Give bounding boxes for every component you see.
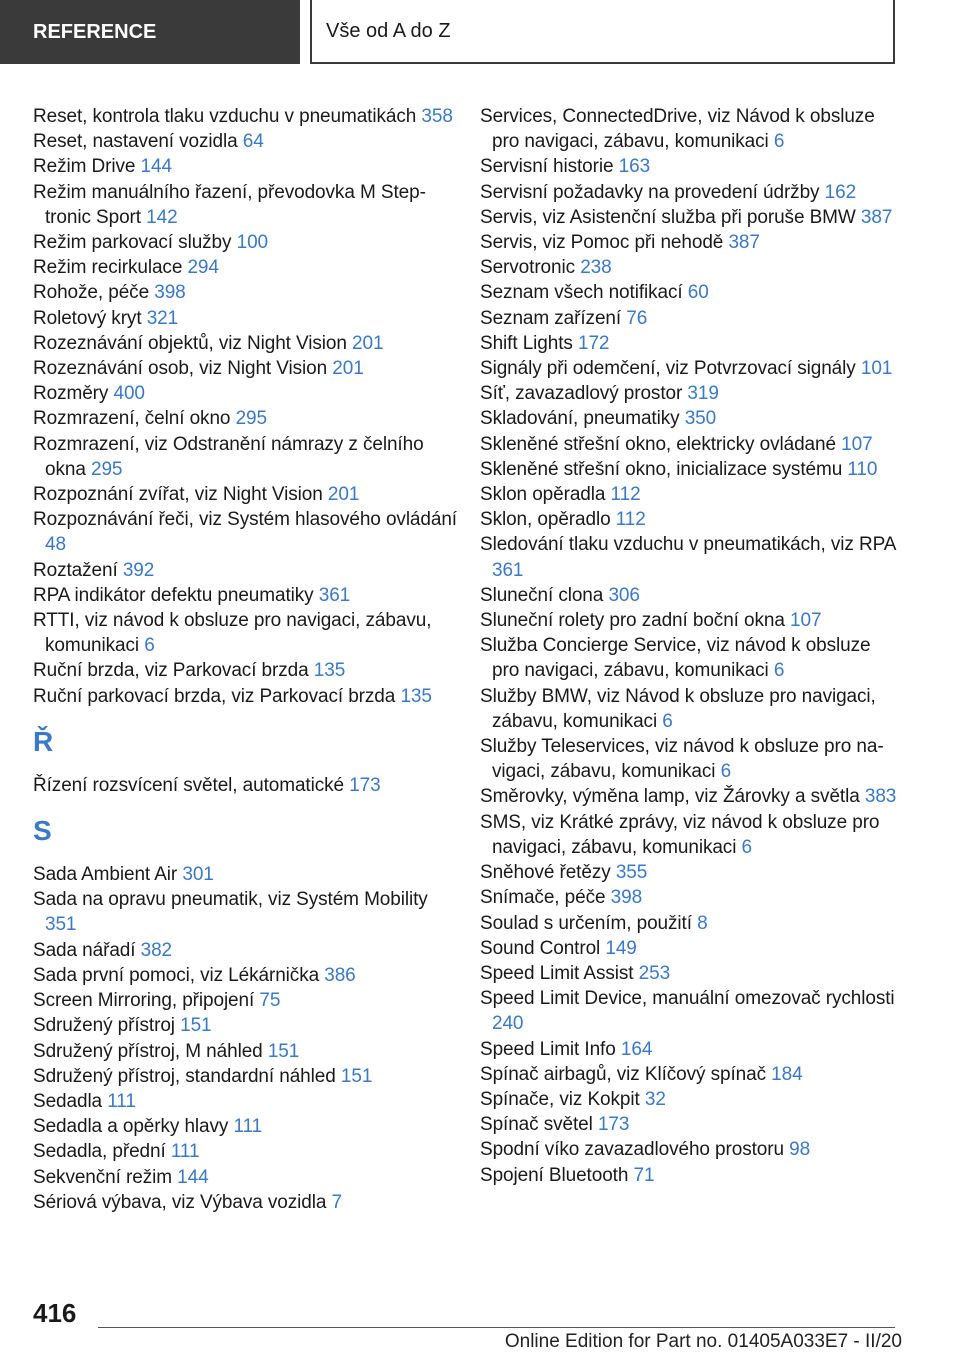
index-entry: [480, 180, 900, 205]
index-entry: [480, 507, 900, 532]
page-link[interactable]: 172: [578, 332, 610, 354]
index-term: Speed Limit Device, manuální omezovač rychlosti: [480, 988, 895, 1010]
index-entry: [33, 1165, 463, 1190]
page-link[interactable]: 111: [170, 1141, 200, 1163]
index-entry: [480, 406, 900, 431]
index-entry: [33, 280, 463, 305]
page-link[interactable]: 111: [233, 1116, 263, 1138]
index-entry: [480, 1087, 900, 1112]
index-entry: [480, 280, 900, 305]
index-entry: [480, 684, 900, 734]
page-link[interactable]: 361: [318, 584, 351, 606]
page-link[interactable]: 386: [324, 964, 356, 986]
index-entry: [33, 230, 463, 255]
page-link[interactable]: 142: [146, 206, 178, 228]
index-entry: [33, 356, 463, 381]
index-entry: [33, 331, 463, 356]
index-entry: [480, 961, 900, 986]
index-entry: [33, 255, 463, 280]
index-term: Reset, nastavení vozidla: [33, 131, 238, 153]
index-term: Seznam všech notifikací: [480, 282, 683, 304]
index-entry: [33, 180, 463, 230]
page-link[interactable]: 76: [626, 307, 648, 329]
index-entry: [480, 205, 900, 230]
page-link[interactable]: 149: [605, 937, 637, 959]
index-term: SMS, viz Krátké zprávy, viz návod k obsluze pro navigaci, zábavu, komunikaci: [480, 811, 880, 858]
index-entry: [33, 306, 463, 331]
page-link[interactable]: 7: [331, 1191, 343, 1213]
page-link[interactable]: 112: [615, 509, 646, 531]
index-entry: [33, 406, 463, 431]
index-entry: [480, 986, 900, 1036]
index-term: Signály při odemčení, viz Potvrzovací signály: [480, 358, 856, 380]
page-link[interactable]: 107: [790, 610, 822, 632]
index-term: Sada první pomoci, viz Lékárnička: [33, 964, 320, 986]
index-entry: [480, 154, 900, 179]
index-entry: [480, 936, 900, 961]
index-term: Režim parkovací služby: [33, 232, 232, 254]
page-link[interactable]: 295: [91, 458, 123, 480]
page-link[interactable]: 361: [492, 559, 524, 581]
page-link[interactable]: 400: [113, 383, 145, 405]
page-link[interactable]: 98: [789, 1139, 811, 1161]
index-term: Řízení rozsvícení světel, automatické: [33, 774, 344, 796]
index-term: Ruční brzda, viz Parkovací brzda: [33, 660, 309, 682]
index-entry: [480, 784, 900, 809]
index-entry: [33, 887, 463, 937]
index-term: Sedadla, přední: [33, 1141, 166, 1163]
index-entry: [480, 885, 900, 910]
page-link[interactable]: 358: [421, 106, 453, 127]
index-entry: [33, 988, 463, 1013]
index-term: Sluneční rolety pro zadní boční okna: [480, 610, 785, 632]
index-entry: [33, 432, 463, 482]
index-term: Spínač airbagů, viz Klíčový spínač: [480, 1063, 766, 1085]
index-term: Rozpoznání zvířat, viz Night Vision: [33, 484, 323, 506]
section-label: REFERENCE: [33, 20, 157, 43]
index-term: Spodní víko zavazadlového prostoru: [480, 1139, 784, 1161]
index-term: Sedadla a opěrky hlavy: [33, 1116, 229, 1138]
page-link[interactable]: 112: [610, 484, 641, 506]
index-term: Služba Concierge Service, viz návod k obsluze pro navigaci, zábavu, komunikaci: [480, 635, 871, 682]
index-entry: [480, 230, 900, 255]
index-entry: [33, 963, 463, 988]
index-entry: [33, 583, 463, 608]
index-entry: [480, 911, 900, 936]
page-link[interactable]: 238: [580, 257, 612, 279]
index-term: Sekvenční režim: [33, 1166, 172, 1188]
index-entry: [480, 104, 900, 154]
index-term: Směrovky, výměna lamp, viz Žárovky a světla: [480, 786, 860, 808]
index-entry: [33, 938, 463, 963]
page-link[interactable]: 135: [313, 660, 346, 682]
index-term: Sound Control: [480, 937, 601, 959]
index-term: Režim recirkulace: [33, 257, 183, 279]
index-entry: [33, 1064, 463, 1089]
index-term: Sdružený přístroj, standardní náhled: [33, 1065, 336, 1087]
index-entry: [33, 507, 463, 557]
index-term: Servis, viz Asistenční služba při poruše BMW: [480, 206, 856, 228]
index-term: Sklon, opěradlo: [480, 509, 611, 531]
index-entry: [480, 482, 900, 507]
page-link[interactable]: 201: [332, 358, 364, 380]
index-entry: [33, 684, 463, 709]
page-link[interactable]: 351: [45, 914, 77, 936]
index-term: Skleněné střešní okno, inicializace systému: [480, 458, 843, 480]
index-term: Seznam zařízení: [480, 307, 622, 329]
index-entry: [480, 608, 900, 633]
section-heading: S: [33, 815, 52, 847]
page-link[interactable]: 101: [860, 358, 893, 380]
page-link[interactable]: 110: [847, 458, 878, 480]
index-term: Rozmrazení, čelní okno: [33, 408, 231, 430]
page-link[interactable]: 6: [662, 710, 673, 732]
index-entry: [480, 860, 900, 885]
page-link[interactable]: 201: [352, 332, 384, 354]
footer-divider: [98, 1327, 895, 1328]
page-link[interactable]: 6: [144, 635, 155, 657]
page-link[interactable]: 64: [242, 131, 264, 153]
index-term: Rozpoznávání řeči, viz Systém hlasového ovládání: [33, 509, 457, 531]
index-entry: [480, 810, 900, 860]
page-link[interactable]: 301: [182, 864, 214, 886]
index-entry: [33, 381, 463, 406]
index-term: Speed Limit Assist: [480, 962, 634, 984]
index-entry: [480, 457, 900, 482]
index-term: Sedadla: [33, 1090, 103, 1112]
page-link[interactable]: 306: [608, 584, 640, 606]
page-link[interactable]: 48: [45, 534, 66, 556]
index-term: Rohože, péče: [33, 282, 150, 304]
index-entry: [33, 1190, 463, 1215]
index-entry: [480, 432, 900, 457]
index-term: Screen Mirroring, připojení: [33, 990, 255, 1012]
index-term: Ruční parkovací brzda, viz Parkovací brzda: [33, 685, 396, 707]
index-term: Speed Limit Info: [480, 1038, 616, 1060]
page-link[interactable]: 100: [236, 232, 269, 254]
index-term: Sklon opěradla: [480, 484, 606, 506]
index-term: Servis, viz Pomoc při nehodě: [480, 232, 724, 254]
index-term: Spínače, viz Kokpit: [480, 1088, 640, 1110]
page-link[interactable]: 184: [771, 1063, 803, 1085]
index-entry: [33, 773, 463, 798]
page-number: 416: [33, 1298, 77, 1328]
index-entry: [480, 1037, 900, 1062]
page-link[interactable]: 60: [687, 282, 709, 304]
index-term: Roztažení: [33, 559, 118, 581]
section-tab: [0, 0, 300, 64]
page-link[interactable]: 32: [644, 1088, 666, 1110]
page-link[interactable]: 71: [633, 1164, 655, 1186]
index-entry: [480, 381, 900, 406]
index-entry: [33, 1013, 463, 1038]
index-term: Snímače, péče: [480, 887, 606, 909]
index-term: Rozeznávání osob, viz Night Vision: [33, 358, 328, 380]
index-term: Skladování, pneumatiky: [480, 408, 680, 430]
index-entry: [33, 658, 463, 683]
index-entry: [480, 356, 900, 381]
index-term: Sluneční clona: [480, 584, 604, 606]
index-term: Rozměry: [33, 383, 109, 405]
index-term: Rozmrazení, viz Odstranění námrazy z čelního okna: [33, 433, 424, 480]
index-entry: [480, 1137, 900, 1162]
page-link[interactable]: 294: [187, 257, 219, 279]
page-link[interactable]: 173: [597, 1114, 630, 1136]
index-entry: [480, 734, 900, 784]
page-link[interactable]: 164: [620, 1038, 653, 1060]
index-term: Roletový kryt: [33, 307, 142, 329]
page-link[interactable]: 350: [684, 408, 717, 430]
index-term: Služby Teleservices, viz návod k obsluze pro navigaci, zábavu, komunikaci: [480, 736, 884, 783]
index-entry: [33, 104, 463, 129]
index-term: Skleněné střešní okno, elektricky ovládané: [480, 433, 836, 455]
index-term: Sada nářadí: [33, 939, 136, 961]
index-entry: [480, 331, 900, 356]
index-entry: [33, 608, 463, 658]
index-term: Sada Ambient Air: [33, 864, 178, 886]
page-link[interactable]: 8: [697, 912, 708, 934]
index-entry: [33, 482, 463, 507]
page-link[interactable]: 151: [340, 1065, 373, 1087]
index-term: Shift Lights: [480, 332, 573, 354]
index-entry: [480, 633, 900, 683]
index-term: Sériová výbava, viz Výbava vozidla: [33, 1191, 327, 1213]
chapter-title: Vše od A do Z: [326, 19, 451, 42]
index-term: Servotronic: [480, 257, 575, 279]
index-entry: [480, 1163, 900, 1188]
index-term: Spínač světel: [480, 1114, 593, 1136]
index-term: Sdružený přístroj, M náhled: [33, 1040, 263, 1062]
index-entry: [480, 306, 900, 331]
page-link[interactable]: 321: [146, 307, 179, 329]
index-entry: [480, 532, 900, 582]
index-entry: [33, 1114, 463, 1139]
page-link[interactable]: 162: [824, 181, 857, 203]
page-link[interactable]: 6: [773, 660, 785, 682]
page-link[interactable]: 398: [610, 887, 643, 909]
index-entry: [480, 255, 900, 280]
page-link[interactable]: 75: [259, 990, 281, 1012]
index-term: Sněhové řetězy: [480, 862, 611, 884]
page-link[interactable]: 6: [741, 836, 752, 858]
index-entry: [33, 1089, 463, 1114]
page-link[interactable]: 201: [327, 484, 360, 506]
index-term: Síť, zavazadlový prostor: [480, 383, 683, 405]
page-link[interactable]: 144: [140, 156, 172, 178]
page-link[interactable]: 135: [400, 685, 432, 707]
page-link[interactable]: 163: [618, 156, 651, 178]
index-column-right: [480, 104, 900, 1188]
page-link[interactable]: 240: [492, 1013, 524, 1035]
index-term: Reset, kontrola tlaku vzduchu v pneumatikách: [33, 106, 417, 127]
page-link[interactable]: 173: [349, 774, 381, 796]
page-link[interactable]: 355: [615, 862, 648, 884]
index-term: Services, ConnectedDrive, viz Návod k obsluze pro navigaci, zábavu, komunikaci: [480, 106, 875, 153]
index-term: Sada na opravu pneumatik, viz Systém Mobility: [33, 889, 428, 911]
section-heading: Ř: [33, 725, 54, 757]
index-term: Sledování tlaku vzduchu v pneumatikách, viz RPA: [480, 534, 896, 556]
index-term: RTTI, viz návod k obsluze pro navigaci, zábavu, komunikaci: [33, 610, 432, 657]
page-link[interactable]: 398: [154, 282, 186, 304]
page-link[interactable]: 319: [687, 383, 719, 405]
index-term: Režim manuálního řazení, převodovka M Steptronic Sport: [33, 181, 426, 228]
index-entry: [480, 1062, 900, 1087]
index-term: Servisní historie: [480, 156, 614, 178]
index-term: Služby BMW, viz Návod k obsluze pro navigaci, zábavu, komunikaci: [480, 685, 876, 732]
page-link[interactable]: 144: [177, 1166, 209, 1188]
index-term: Soulad s určením, použití: [480, 912, 692, 934]
index-term: Rozeznávání objektů, viz Night Vision: [33, 332, 347, 354]
edition-note: Online Edition for Part no. 01405A033E7 - II/20: [504, 1331, 902, 1352]
page-link[interactable]: 387: [728, 232, 760, 254]
index-term: Spojení Bluetooth: [480, 1164, 629, 1186]
page-link[interactable]: 151: [180, 1015, 212, 1037]
page-link[interactable]: 6: [720, 761, 732, 783]
page-link[interactable]: 107: [841, 433, 873, 455]
page-link[interactable]: 253: [638, 962, 671, 984]
page-link[interactable]: 111: [107, 1090, 136, 1112]
index-entry: [33, 862, 463, 887]
index-entry: [33, 154, 463, 179]
page-link[interactable]: 392: [122, 559, 155, 581]
index-term: Sdružený přístroj: [33, 1015, 175, 1037]
page-link[interactable]: 6: [773, 131, 785, 153]
index-entry: [33, 129, 463, 154]
page-link[interactable]: 382: [140, 939, 173, 961]
index-entry: [480, 583, 900, 608]
page-link[interactable]: 295: [235, 408, 267, 430]
chapter-title-box: [310, 0, 895, 64]
page-link[interactable]: 387: [860, 206, 893, 228]
index-entry: [33, 1139, 463, 1164]
index-entry: [33, 558, 463, 583]
index-term: Režim Drive: [33, 156, 136, 178]
index-entry: [33, 1039, 463, 1064]
index-term: Servisní požadavky na provedení údržby: [480, 181, 820, 203]
index-column-left: [33, 104, 463, 1215]
page-link[interactable]: 151: [267, 1040, 300, 1062]
page-link[interactable]: 383: [864, 786, 897, 808]
index-entry: [480, 1112, 900, 1137]
index-term: RPA indikátor defektu pneumatiky: [33, 584, 314, 606]
